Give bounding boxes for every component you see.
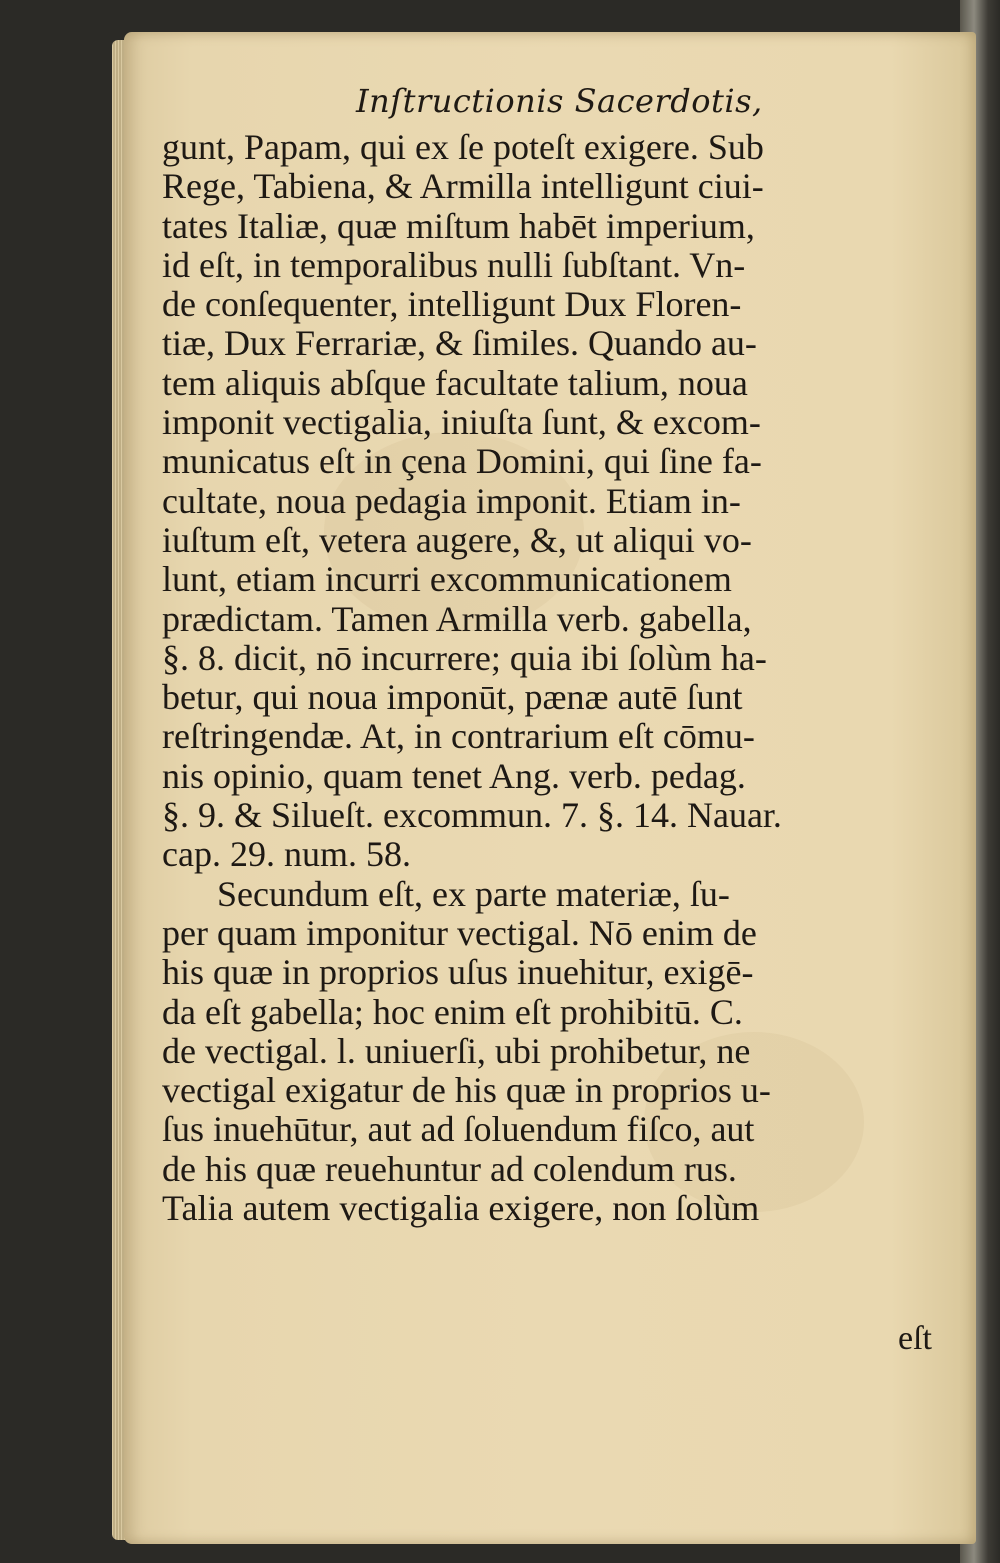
text-line: §. 8. dicit, nō incurrere; quia ibi ſolùm ha- bbox=[162, 637, 767, 678]
text-line: gunt, Papam, qui ex ſe poteſt exigere. Sub bbox=[162, 127, 764, 167]
text-line: vectigal exigatur de his quæ in proprios u- bbox=[162, 1070, 771, 1111]
text-line: iuſtum eſt, vetera augere, &, ut aliqui vo- bbox=[162, 519, 752, 560]
text-line: de his quæ reuehuntur ad colendum rus. bbox=[162, 1148, 737, 1189]
text-line: de vectigal. l. uniuerſi, ubi prohibetur, ne bbox=[162, 1030, 751, 1071]
text-line: nis opinio, quam tenet Ang. verb. pedag. bbox=[162, 755, 746, 796]
body-text bbox=[162, 128, 962, 1228]
text-line: tem aliquis abſque facultate talium, noua bbox=[162, 362, 748, 403]
text-line: de conſequenter, intelligunt Dux Floren- bbox=[162, 284, 742, 325]
text-line: Secundum eſt, ex parte materiæ, ſu- bbox=[217, 873, 730, 914]
text-line: §. 9. & Silueſt. excommun. 7. §. 14. Nauar. bbox=[162, 795, 782, 836]
text-line: id eſt, in temporalibus nulli ſubſtant. Vn- bbox=[162, 244, 746, 285]
text-line: per quam imponitur vectigal. Nō enim de bbox=[162, 912, 757, 953]
text-line: his quæ in proprios uſus inuehitur, exigē- bbox=[162, 952, 754, 993]
text-line: municatus eſt in çena Domini, qui ſine fa- bbox=[162, 441, 762, 482]
text-line: Rege, Tabiena, & Armilla intelligunt ciui- bbox=[162, 166, 764, 207]
text-line: cultate, noua pedagia imponit. Etiam in- bbox=[162, 480, 741, 521]
text-line: da eſt gabella; hoc enim eſt prohibitū. C. bbox=[162, 991, 743, 1032]
catchword: eſt bbox=[898, 1320, 932, 1357]
text-line: imponit vectigalia, iniuſta ſunt, & excom- bbox=[162, 402, 761, 443]
text-line: tates Italiæ, quæ miſtum habēt imperium, bbox=[162, 205, 755, 246]
text-line: prædictam. Tamen Armilla verb. gabella, bbox=[162, 598, 752, 639]
text-line: ſus inuehūtur, aut ad ſoluendum fiſco, aut bbox=[162, 1109, 755, 1150]
text-line: betur, qui noua imponūt, pænæ autē ſunt bbox=[162, 677, 743, 718]
text-line: tiæ, Dux Ferrariæ, & ſimiles. Quando au- bbox=[162, 323, 757, 364]
text-line: lunt, etiam incurri excommunicationem bbox=[162, 559, 732, 600]
text-line: Talia autem vectigalia exigere, non ſolùm bbox=[162, 1188, 760, 1229]
text-line: reſtringendæ. At, in contrarium eſt cōmu- bbox=[162, 716, 755, 757]
running-head: Inſtructionis Sacerdotis, bbox=[356, 82, 763, 120]
text-line: cap. 29. num. 58. bbox=[162, 834, 411, 875]
